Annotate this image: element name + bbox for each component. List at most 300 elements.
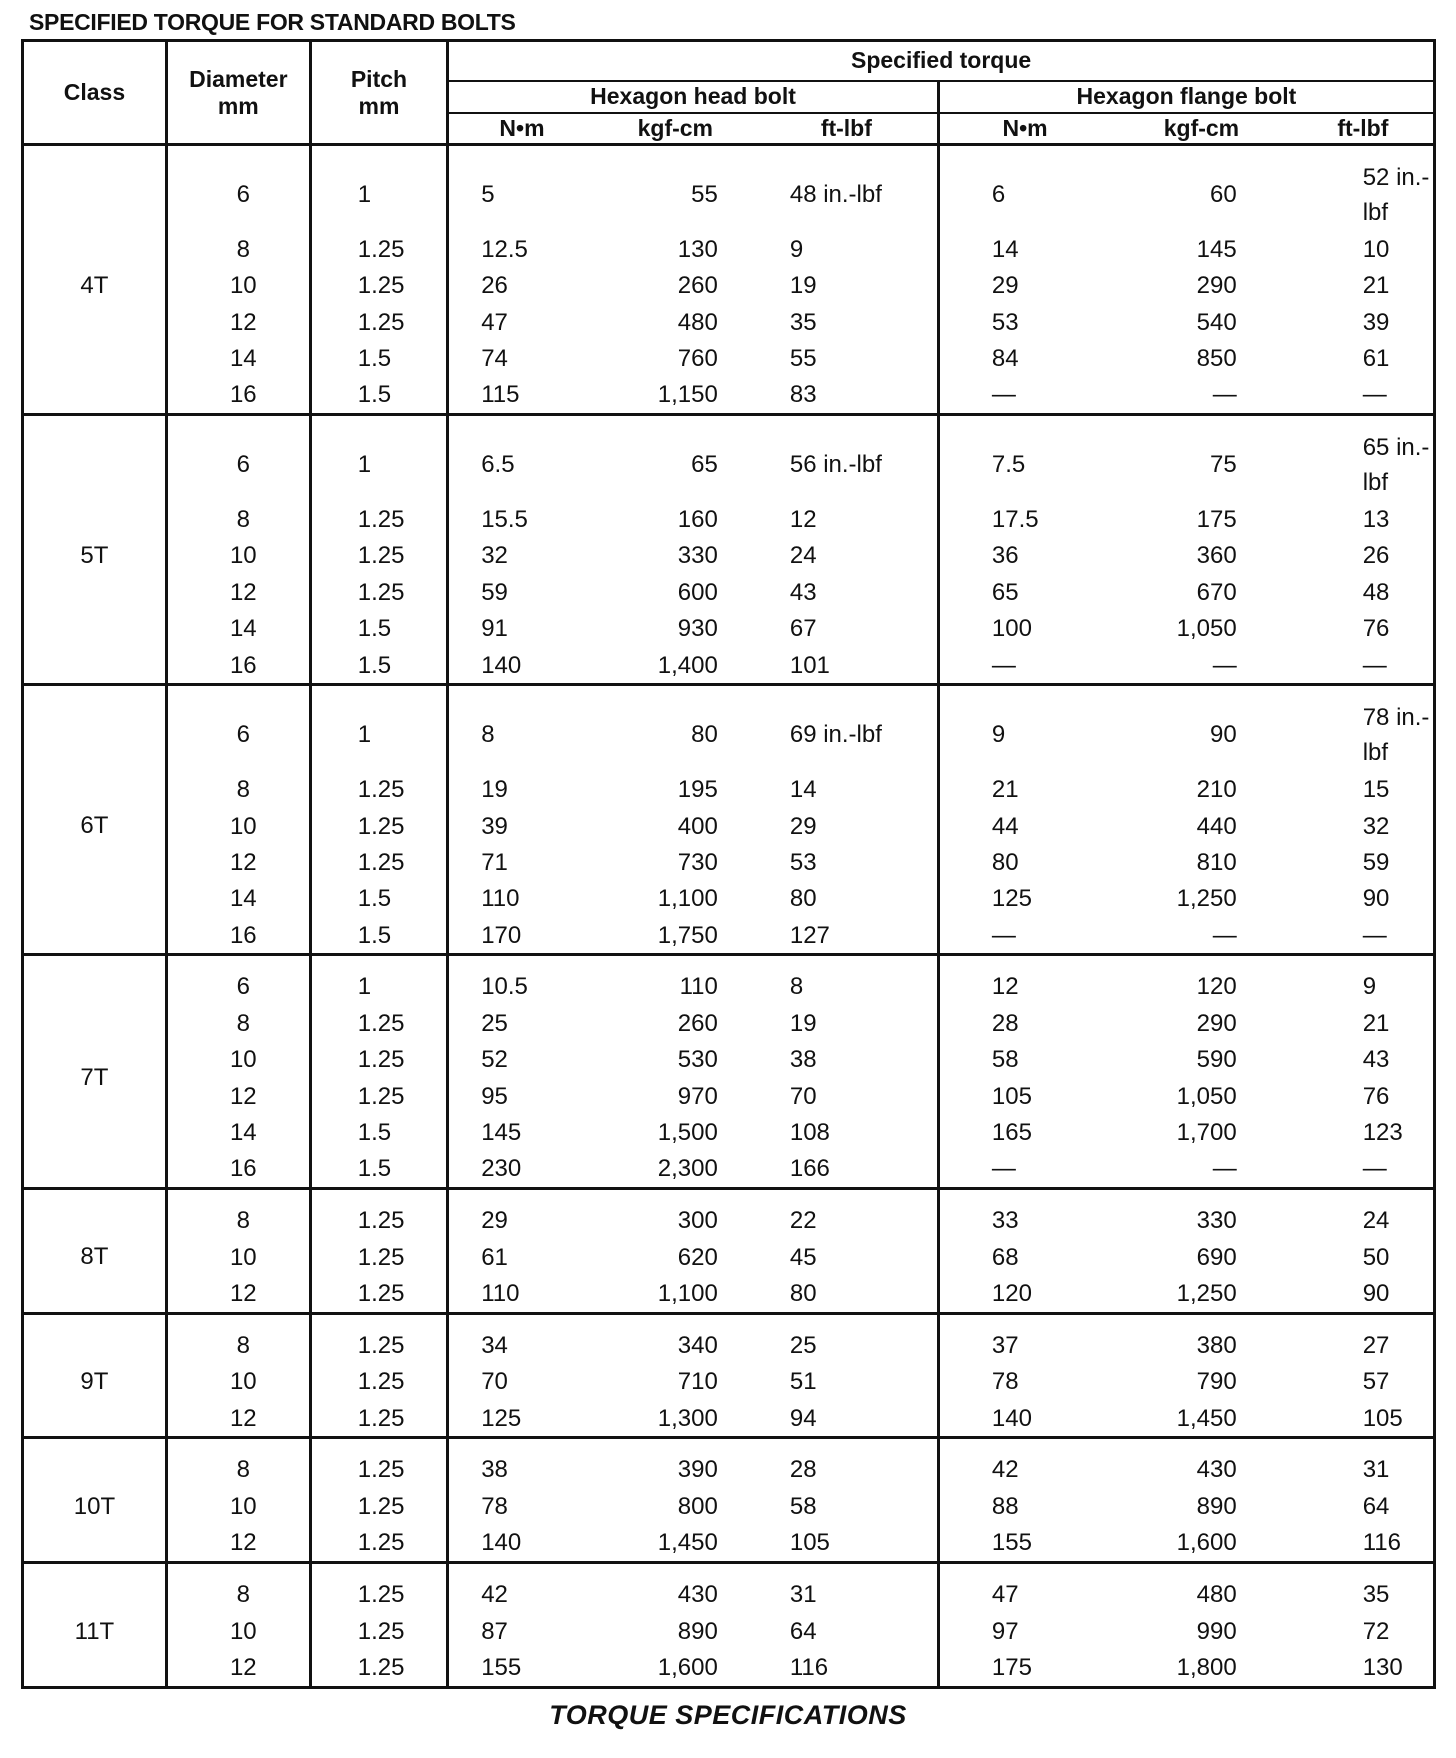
table-row: [23, 955, 1435, 1005]
flange-nm-cell: 53: [991, 308, 1019, 336]
table-body: [23, 145, 1435, 1688]
flange-nm-cell: 65: [991, 578, 1019, 606]
diameter-cell: 12: [166, 1078, 310, 1114]
flange-nm-cell: —: [991, 921, 1016, 949]
table-row: [23, 844, 1435, 880]
flange-kgf-cell: 790: [1196, 1368, 1237, 1396]
flange-kgf-cell: 1,450: [1176, 1404, 1237, 1432]
pitch-cell: 1.25: [310, 1525, 447, 1563]
pitch-cell: 1.25: [310, 1005, 447, 1041]
head-ftlbf-cell: 80: [756, 881, 939, 917]
flange-ftlbf-cell: —: [1362, 1155, 1387, 1183]
diameter-cell: 8: [166, 1005, 310, 1041]
head-kgf-cell: 600: [677, 578, 718, 606]
head-kgf-cell: 970: [677, 1082, 718, 1110]
diameter-cell: 8: [166, 501, 310, 537]
flange-ftlbf-cell: 27: [1293, 1313, 1435, 1363]
flange-nm-cell: 78: [991, 1368, 1019, 1396]
flange-kgf-cell: —: [1212, 651, 1237, 679]
head-ftlbf-cell: 56 in.-lbf: [756, 415, 939, 502]
head-kgf-cell: 1,400: [657, 651, 718, 679]
table-row: [23, 574, 1435, 610]
flange-nm-cell: 88: [991, 1492, 1019, 1520]
head-ftlbf-cell: 43: [756, 574, 939, 610]
head-kgf-cell: 300: [595, 1189, 756, 1239]
flange-ftlbf-cell: 52 in.-lbf: [1293, 145, 1435, 232]
flange-nm-cell: 6: [938, 145, 1110, 232]
head-ftlbf-cell: 69 in.-lbf: [756, 685, 939, 772]
flange-kgf-cell: 75: [1110, 415, 1293, 502]
head-nm-cell: 59: [481, 578, 508, 606]
diameter-cell: 6: [166, 145, 310, 232]
class-header: [23, 41, 167, 145]
head-ftlbf-cell: 31: [756, 1563, 939, 1613]
head-ftlbf-cell: 35: [756, 304, 939, 340]
table-row: [23, 1005, 1435, 1041]
diameter-cell: 6: [166, 955, 310, 1005]
flange-ftlbf-cell: 76: [1362, 1082, 1390, 1110]
head-kgf-cell: 430: [595, 1563, 756, 1613]
pitch-cell: 1.5: [310, 881, 447, 917]
head-nm-cell: 110: [481, 885, 520, 913]
diameter-cell: 10: [166, 1364, 310, 1400]
pitch-cell: 1.25: [310, 1649, 447, 1687]
hex-head-label: Hexagon head bolt: [590, 83, 796, 109]
head-kgf-cell: 930: [677, 615, 718, 643]
pitch-cell: 1.25: [310, 538, 447, 574]
table-row: [23, 881, 1435, 917]
flange-nm-cell: 165: [991, 1118, 1032, 1146]
flange-kgf-cell: 380: [1110, 1313, 1293, 1363]
flange-kgf-cell: 330: [1110, 1189, 1293, 1239]
head-nm-cell: 145: [481, 1118, 522, 1146]
pitch-cell: 1: [310, 145, 447, 232]
flange-nm-cell: 58: [991, 1046, 1019, 1074]
head-kgf-cell: 800: [677, 1492, 718, 1520]
head-kgf-cell: 160: [677, 506, 718, 534]
head-kgf-cell: 110: [595, 955, 756, 1005]
table-row: [23, 685, 1435, 772]
head-nm-cell: 47: [481, 308, 508, 336]
class-cell: 7T: [23, 955, 167, 1189]
head-kgf-cell: 65: [595, 415, 756, 502]
flange-kgf-cell: 360: [1196, 542, 1237, 570]
table-row: [23, 1239, 1435, 1275]
head-kgf-cell: 340: [595, 1313, 756, 1363]
flange-kgf-cell: 670: [1196, 578, 1237, 606]
pitch-header: [310, 41, 447, 145]
head-ftlbf-cell: 101: [756, 647, 939, 685]
flange-nm-cell: 29: [991, 272, 1019, 300]
flange-kgf-cell: 480: [1110, 1563, 1293, 1613]
document-title: SPECIFIED TORQUE FOR STANDARD BOLTS: [29, 9, 516, 35]
class-cell: 8T: [23, 1189, 167, 1314]
diameter-cell: 8: [166, 1189, 310, 1239]
flange-nm-cell: 100: [991, 615, 1032, 643]
class-cell: 5T: [23, 415, 167, 685]
flange-kgf-cell: 990: [1196, 1617, 1237, 1645]
flange-nm-cell: 44: [991, 812, 1019, 840]
flange-kgf-cell: 60: [1110, 145, 1293, 232]
flange-kgf-cell: 90: [1110, 685, 1293, 772]
head-ftlbf-cell: 9: [756, 231, 939, 267]
pitch-cell: 1.25: [310, 771, 447, 807]
diameter-cell: 10: [166, 1239, 310, 1275]
flange-kgf-cell: 690: [1196, 1243, 1237, 1271]
table-row: [23, 808, 1435, 844]
flange-ftlbf-cell: 57: [1362, 1368, 1390, 1396]
class-header-label: Class: [63, 79, 126, 105]
diameter-cell: 12: [166, 1649, 310, 1687]
flange-ftlbf-cell: 31: [1293, 1438, 1435, 1488]
head-kgf-cell: 1,450: [657, 1529, 718, 1557]
head-nm-header: N•m: [448, 113, 595, 145]
diameter-cell: 12: [166, 844, 310, 880]
pitch-unit-label: mm: [358, 92, 400, 119]
flange-nm-cell: 125: [991, 885, 1032, 913]
pitch-cell: 1.5: [310, 917, 447, 955]
pitch-cell: 1.5: [310, 610, 447, 646]
head-nm-cell: 155: [481, 1654, 522, 1682]
head-nm-cell: 5: [448, 145, 595, 232]
flange-kgf-cell: 430: [1110, 1438, 1293, 1488]
flange-ftlbf-cell: 21: [1362, 272, 1390, 300]
hex-head-header: [448, 81, 939, 113]
flange-ftlbf-header: ft-lbf: [1293, 113, 1435, 145]
flange-kgf-cell: 1,800: [1176, 1654, 1237, 1682]
diameter-cell: 16: [166, 917, 310, 955]
class-cell: 6T: [23, 685, 167, 955]
flange-ftlbf-cell: 116: [1362, 1529, 1401, 1557]
pitch-cell: 1.25: [310, 268, 447, 304]
flange-kgf-cell: 210: [1196, 776, 1237, 804]
table-row: [23, 1114, 1435, 1150]
pitch-cell: 1.5: [310, 340, 447, 376]
pitch-cell: 1: [310, 415, 447, 502]
flange-ftlbf-cell: 39: [1362, 308, 1390, 336]
pitch-cell: 1.25: [310, 574, 447, 610]
head-nm-cell: 140: [481, 1529, 522, 1557]
flange-ftlbf-cell: 10: [1362, 235, 1390, 263]
table-row: [23, 1313, 1435, 1363]
table-row: [23, 231, 1435, 267]
flange-ftlbf-cell: 13: [1362, 506, 1390, 534]
pitch-cell: 1.25: [310, 808, 447, 844]
head-nm-cell: 140: [481, 651, 522, 679]
head-nm-cell: 25: [481, 1009, 508, 1037]
head-nm-cell: 95: [481, 1082, 508, 1110]
pitch-cell: 1.25: [310, 1613, 447, 1649]
table-row: [23, 1438, 1435, 1488]
flange-kgf-cell: —: [1212, 1155, 1237, 1183]
table-row: [23, 1275, 1435, 1313]
head-nm-cell: 70: [481, 1368, 508, 1396]
flange-kgf-cell: 810: [1196, 848, 1237, 876]
flange-ftlbf-cell: 90: [1362, 1280, 1390, 1308]
flange-kgf-cell: 890: [1196, 1492, 1237, 1520]
table-row: [23, 771, 1435, 807]
head-kgf-cell: 260: [677, 1009, 718, 1037]
flange-nm-cell: 80: [991, 848, 1019, 876]
flange-ftlbf-cell: 64: [1362, 1492, 1390, 1520]
diameter-cell: 10: [166, 1613, 310, 1649]
pitch-cell: 1.25: [310, 1189, 447, 1239]
class-cell: 10T: [23, 1438, 167, 1563]
table-row: [23, 1613, 1435, 1649]
flange-ftlbf-cell: 15: [1362, 776, 1390, 804]
head-ftlbf-cell: 51: [756, 1364, 939, 1400]
flange-ftlbf-cell: 123: [1362, 1118, 1403, 1146]
diameter-cell: 10: [166, 538, 310, 574]
head-ftlbf-cell: 94: [756, 1400, 939, 1438]
diameter-cell: 16: [166, 1151, 310, 1189]
pitch-cell: 1.25: [310, 1364, 447, 1400]
hex-flange-header: [938, 81, 1434, 113]
class-cell: 9T: [23, 1313, 167, 1438]
head-nm-cell: 115: [481, 381, 520, 409]
table-row: [23, 1525, 1435, 1563]
flange-nm-cell: —: [991, 381, 1016, 409]
head-ftlbf-cell: 166: [756, 1151, 939, 1189]
diameter-cell: 10: [166, 268, 310, 304]
head-kgf-cell: 710: [677, 1368, 718, 1396]
diameter-cell: 14: [166, 1114, 310, 1150]
flange-kgf-cell: 1,250: [1176, 1280, 1237, 1308]
head-ftlbf-cell: 28: [756, 1438, 939, 1488]
head-ftlbf-cell: 45: [756, 1239, 939, 1275]
flange-nm-cell: 105: [991, 1082, 1032, 1110]
head-nm-cell: 34: [448, 1313, 595, 1363]
head-ftlbf-cell: 67: [756, 610, 939, 646]
table-row: [23, 377, 1435, 415]
flange-ftlbf-cell: 9: [1293, 955, 1435, 1005]
flange-kgf-cell: 850: [1196, 345, 1237, 372]
flange-ftlbf-cell: 35: [1293, 1563, 1435, 1613]
head-ftlbf-cell: 64: [756, 1613, 939, 1649]
table-header: [23, 41, 1435, 145]
diameter-cell: 16: [166, 377, 310, 415]
pitch-cell: 1: [310, 685, 447, 772]
head-kgf-cell: 130: [677, 235, 718, 263]
head-nm-cell: 26: [481, 272, 508, 300]
head-nm-cell: 78: [481, 1492, 508, 1520]
head-nm-cell: 91: [481, 615, 508, 643]
flange-ftlbf-cell: 50: [1362, 1243, 1390, 1271]
flange-ftlbf-cell: 76: [1362, 615, 1390, 643]
class-cell: 4T: [23, 145, 167, 415]
head-nm-cell: 8: [448, 685, 595, 772]
head-ftlbf-cell: 38: [756, 1042, 939, 1078]
head-kgf-cell: 195: [677, 776, 718, 804]
head-kgf-cell: 530: [677, 1046, 718, 1074]
table-row: [23, 610, 1435, 646]
head-ftlbf-cell: 80: [756, 1275, 939, 1313]
head-ftlbf-header: ft-lbf: [756, 113, 939, 145]
flange-kgf-cell: 1,600: [1176, 1529, 1237, 1557]
flange-kgf-cell: 1,700: [1176, 1118, 1237, 1146]
flange-ftlbf-cell: 21: [1362, 1009, 1390, 1037]
head-kgf-cell: 480: [677, 308, 718, 336]
flange-ftlbf-cell: —: [1362, 921, 1387, 949]
head-nm-cell: 39: [481, 812, 508, 840]
head-ftlbf-cell: 29: [756, 808, 939, 844]
pitch-cell: 1.25: [310, 1438, 447, 1488]
head-kgf-cell: 1,750: [657, 921, 718, 949]
pitch-cell: 1.25: [310, 1239, 447, 1275]
table-row: [23, 647, 1435, 685]
flange-nm-cell: 14: [991, 235, 1019, 263]
head-ftlbf-cell: 70: [756, 1078, 939, 1114]
head-nm-cell: 170: [481, 921, 522, 949]
table-row: [23, 340, 1435, 376]
pitch-cell: 1.25: [310, 304, 447, 340]
pitch-cell: 1.25: [310, 1488, 447, 1524]
diameter-cell: 10: [166, 808, 310, 844]
flange-ftlbf-cell: 130: [1362, 1654, 1403, 1682]
flange-ftlbf-cell: 59: [1362, 848, 1390, 876]
flange-ftlbf-cell: 32: [1362, 812, 1390, 840]
head-ftlbf-cell: 12: [756, 501, 939, 537]
diameter-cell: 14: [166, 881, 310, 917]
diameter-cell: 6: [166, 415, 310, 502]
head-ftlbf-cell: 8: [756, 955, 939, 1005]
head-ftlbf-cell: 108: [756, 1114, 939, 1150]
flange-ftlbf-cell: 105: [1362, 1404, 1403, 1432]
head-kgf-header: kgf-cm: [595, 113, 756, 145]
flange-nm-cell: —: [991, 651, 1016, 679]
flange-kgf-cell: —: [1212, 381, 1237, 409]
flange-nm-cell: 9: [938, 685, 1110, 772]
flange-nm-cell: 28: [991, 1009, 1019, 1037]
diameter-cell: 14: [166, 340, 310, 376]
head-nm-cell: 6.5: [448, 415, 595, 502]
head-kgf-cell: 620: [677, 1243, 718, 1271]
pitch-cell: 1.25: [310, 1563, 447, 1613]
flange-kgf-header: kgf-cm: [1110, 113, 1293, 145]
table-row: [23, 538, 1435, 574]
flange-ftlbf-cell: 78 in.-lbf: [1293, 685, 1435, 772]
pitch-cell: 1.5: [310, 1114, 447, 1150]
head-ftlbf-cell: 19: [756, 1005, 939, 1041]
head-kgf-cell: 400: [677, 812, 718, 840]
diameter-cell: 8: [166, 1313, 310, 1363]
diameter-cell: 10: [166, 1042, 310, 1078]
flange-ftlbf-cell: 72: [1362, 1617, 1390, 1645]
pitch-cell: 1.25: [310, 1313, 447, 1363]
diameter-cell: 12: [166, 304, 310, 340]
head-ftlbf-cell: 48 in.-lbf: [756, 145, 939, 232]
head-kgf-cell: 390: [595, 1438, 756, 1488]
head-kgf-cell: 1,100: [657, 885, 718, 913]
table-row: [23, 1649, 1435, 1687]
head-kgf-cell: 330: [677, 542, 718, 570]
flange-nm-cell: 17.5: [991, 506, 1039, 534]
table-row: [23, 1189, 1435, 1239]
head-ftlbf-cell: 53: [756, 844, 939, 880]
diameter-cell: 12: [166, 574, 310, 610]
flange-ftlbf-cell: 43: [1362, 1046, 1390, 1074]
pitch-cell: 1.25: [310, 844, 447, 880]
head-nm-cell: 230: [481, 1155, 522, 1183]
diameter-cell: 8: [166, 231, 310, 267]
head-nm-cell: 42: [448, 1563, 595, 1613]
flange-kgf-cell: 1,050: [1176, 1082, 1237, 1110]
head-nm-cell: 29: [448, 1189, 595, 1239]
hex-flange-label: Hexagon flange bolt: [1076, 83, 1297, 109]
head-ftlbf-cell: 14: [756, 771, 939, 807]
flange-kgf-cell: 440: [1196, 812, 1237, 840]
flange-nm-cell: —: [991, 1155, 1016, 1183]
flange-nm-cell: 120: [991, 1280, 1032, 1308]
table-row: [23, 1151, 1435, 1189]
flange-nm-cell: 84: [991, 345, 1019, 372]
head-kgf-cell: 1,500: [657, 1118, 718, 1146]
flange-kgf-cell: 290: [1196, 272, 1237, 300]
diameter-cell: 8: [166, 1563, 310, 1613]
head-nm-cell: 19: [481, 776, 508, 804]
head-nm-cell: 110: [481, 1280, 520, 1308]
head-kgf-cell: 1,300: [657, 1404, 718, 1432]
table-row: [23, 501, 1435, 537]
pitch-cell: 1.5: [310, 1151, 447, 1189]
pitch-cell: 1.5: [310, 377, 447, 415]
diameter-cell: 12: [166, 1525, 310, 1563]
flange-kgf-cell: 145: [1196, 235, 1237, 263]
head-ftlbf-cell: 116: [756, 1649, 939, 1687]
head-nm-cell: 10.5: [448, 955, 595, 1005]
flange-kgf-cell: 175: [1196, 506, 1237, 534]
head-kgf-cell: 260: [677, 272, 718, 300]
flange-nm-cell: 36: [991, 542, 1019, 570]
table-row: [23, 415, 1435, 502]
head-kgf-cell: 730: [677, 848, 718, 876]
flange-nm-cell: 140: [991, 1404, 1032, 1432]
pitch-cell: 1.25: [310, 1042, 447, 1078]
head-kgf-cell: 890: [677, 1617, 718, 1645]
flange-nm-cell: 12: [938, 955, 1110, 1005]
head-nm-cell: 15.5: [481, 506, 528, 534]
head-nm-cell: 71: [481, 848, 508, 876]
diameter-cell: 16: [166, 647, 310, 685]
table-row: [23, 268, 1435, 304]
head-kgf-cell: 1,100: [657, 1280, 718, 1308]
head-nm-cell: 38: [448, 1438, 595, 1488]
head-kgf-cell: 55: [595, 145, 756, 232]
diameter-cell: 14: [166, 610, 310, 646]
flange-nm-cell: 7.5: [938, 415, 1110, 502]
specified-torque-header: [448, 41, 1435, 81]
table-row: [23, 304, 1435, 340]
flange-ftlbf-cell: 90: [1362, 885, 1390, 913]
table-row: [23, 1563, 1435, 1613]
diameter-cell: 8: [166, 1438, 310, 1488]
table-row: [23, 1078, 1435, 1114]
flange-kgf-cell: 290: [1196, 1009, 1237, 1037]
flange-ftlbf-cell: 26: [1362, 542, 1390, 570]
diameter-cell: 6: [166, 685, 310, 772]
head-ftlbf-cell: 25: [756, 1313, 939, 1363]
diameter-header-label: Diameter: [189, 65, 288, 92]
flange-kgf-cell: —: [1212, 921, 1237, 949]
flange-ftlbf-cell: 61: [1362, 345, 1390, 372]
pitch-cell: 1.25: [310, 1400, 447, 1438]
pitch-cell: 1.25: [310, 1078, 447, 1114]
flange-ftlbf-cell: —: [1362, 381, 1387, 409]
head-ftlbf-cell: 58: [756, 1488, 939, 1524]
flange-ftlbf-cell: —: [1362, 651, 1387, 679]
diameter-cell: 12: [166, 1275, 310, 1313]
head-nm-cell: 87: [481, 1617, 508, 1645]
